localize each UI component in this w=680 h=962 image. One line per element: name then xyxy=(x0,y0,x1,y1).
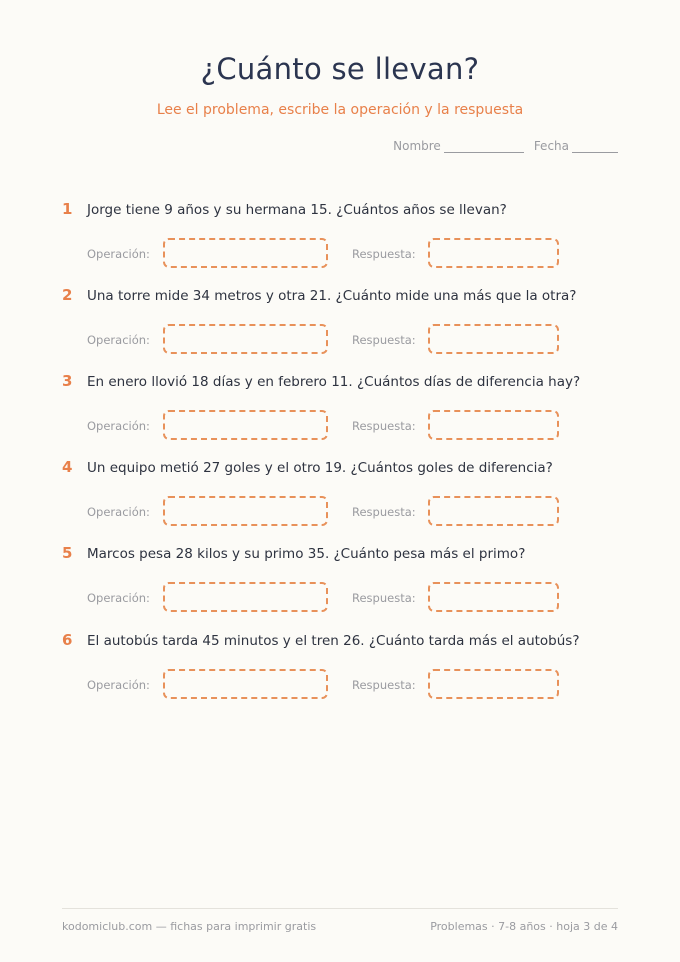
problem-text: Marcos pesa 28 kilos y su primo 35. ¿Cuánto pesa más el primo? xyxy=(87,546,526,562)
problem-number: 2 xyxy=(62,286,73,304)
name-date-fields xyxy=(393,139,618,153)
answer-label: Respuesta: xyxy=(352,505,416,519)
problem-number: 3 xyxy=(62,372,73,390)
answer-label: Respuesta: xyxy=(352,419,416,433)
operation-label: Operación: xyxy=(87,333,150,347)
date-label: Fecha xyxy=(533,139,569,153)
problem-number: 5 xyxy=(62,544,73,562)
problem-1 xyxy=(62,200,622,270)
problem-2 xyxy=(62,286,622,356)
problem-text: Una torre mide 34 metros y otra 21. ¿Cuánto mide una más que la otra? xyxy=(87,288,577,304)
operation-label: Operación: xyxy=(87,591,150,605)
operation-box[interactable] xyxy=(163,238,328,268)
name-label: Nombre xyxy=(393,139,441,153)
operation-label: Operación: xyxy=(87,419,150,433)
problem-4 xyxy=(62,458,622,528)
problem-3 xyxy=(62,372,622,442)
operation-box[interactable] xyxy=(163,669,328,699)
operation-box[interactable] xyxy=(163,410,328,440)
answer-label: Respuesta: xyxy=(352,591,416,605)
date-blank[interactable] xyxy=(572,141,618,153)
problem-number: 1 xyxy=(62,200,73,218)
answer-box[interactable] xyxy=(428,669,559,699)
answer-box[interactable] xyxy=(428,238,559,268)
answer-label: Respuesta: xyxy=(352,247,416,261)
problem-5 xyxy=(62,544,622,614)
footer-divider xyxy=(62,908,618,909)
answer-box[interactable] xyxy=(428,410,559,440)
problem-text: El autobús tarda 45 minutos y el tren 26. ¿Cuánto tarda más el autobús? xyxy=(87,633,580,649)
name-blank[interactable] xyxy=(444,141,524,153)
page-subtitle: Lee el problema, escribe la operación y la respuesta xyxy=(156,102,524,118)
problem-text: Un equipo metió 27 goles y el otro 19. ¿Cuántos goles de diferencia? xyxy=(87,460,553,476)
answer-box[interactable] xyxy=(428,324,559,354)
operation-box[interactable] xyxy=(163,496,328,526)
problem-text: Jorge tiene 9 años y su hermana 15. ¿Cuántos años se llevan? xyxy=(87,202,507,218)
answer-label: Respuesta: xyxy=(352,678,416,692)
problem-6 xyxy=(62,631,622,701)
problem-number: 4 xyxy=(62,458,73,476)
operation-box[interactable] xyxy=(163,324,328,354)
operation-box[interactable] xyxy=(163,582,328,612)
answer-box[interactable] xyxy=(428,582,559,612)
operation-label: Operación: xyxy=(87,247,150,261)
operation-label: Operación: xyxy=(87,678,150,692)
answer-box[interactable] xyxy=(428,496,559,526)
answer-label: Respuesta: xyxy=(352,333,416,347)
problem-text: En enero llovió 18 días y en febrero 11. ¿Cuántos días de diferencia hay? xyxy=(87,374,581,390)
problem-number: 6 xyxy=(62,631,73,649)
page-title: ¿Cuánto se llevan? xyxy=(200,52,480,86)
footer-page-info: Problemas · 7-8 años · hoja 3 de 4 xyxy=(430,920,618,933)
footer-site: kodomiclub.com — fichas para imprimir gratis xyxy=(62,920,317,933)
operation-label: Operación: xyxy=(87,505,150,519)
